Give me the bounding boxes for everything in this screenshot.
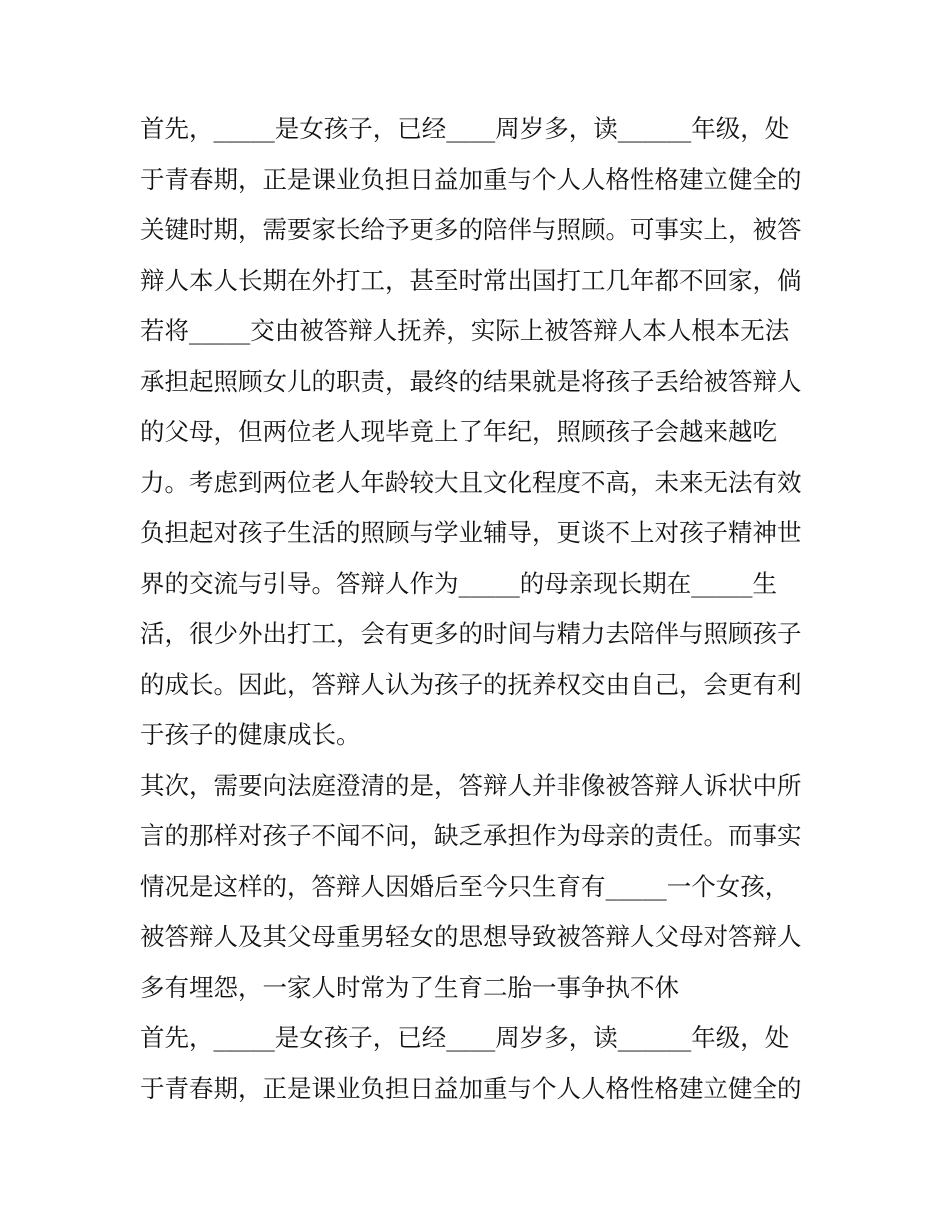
text-line-12: 的成长。因此，答辩人认为孩子的抚养权交由自己，会更有利 [140, 669, 802, 699]
text-line-2: 于青春期，正是课业负担日益加重与个人人格性格建立健全的 [140, 164, 802, 194]
text-line-19: 首先，_____是女孩子，已经____周岁多，读______年级，处 [140, 1023, 790, 1052]
text-line-4: 辩人本人长期在外打工，甚至时常出国打工几年都不回家，倘 [140, 265, 802, 295]
text-line-7: 的父母，但两位老人现毕竟上了年纪，照顾孩子会越来越吃 [140, 417, 777, 446]
text-line-14: 其次，需要向法庭澄清的是，答辩人并非像被答辩人诉状中所 [140, 770, 802, 800]
text-line-3: 关键时期，需要家长给予更多的陪伴与照顾。可事实上，被答 [140, 215, 802, 244]
text-line-15: 言的那样对孩子不闻不问，缺乏承担作为母亲的责任。而事实 [140, 821, 802, 850]
document-body [140, 104, 820, 1114]
text-line-13: 于孩子的健康成长。 [140, 720, 361, 749]
text-line-11: 活，很少外出打工，会有更多的时间与精力去陪伴与照顾孩子 [140, 619, 802, 648]
text-line-9: 负担起对孩子生活的照顾与学业辅导，更谈不上对孩子精神世 [140, 518, 802, 547]
text-line-18: 多有埋怨，一家人时常为了生育二胎一事争执不休 [140, 972, 679, 1002]
text-line-1: 首先，_____是女孩子，已经____周岁多，读______年级，处 [140, 114, 790, 143]
text-line-17: 被答辩人及其父母重男轻女的思想导致被答辩人父母对答辩人 [140, 922, 802, 951]
text-line-20: 于青春期，正是课业负担日益加重与个人人格性格建立健全的 [140, 1073, 802, 1103]
text-line-16: 情况是这样的，答辩人因婚后至今只生育有_____一个女孩， [140, 871, 790, 901]
text-line-6: 承担起照顾女儿的职责，最终的结果就是将孩子丢给被答辩人 [140, 366, 802, 396]
text-line-8: 力。考虑到两位老人年龄较大且文化程度不高，未来无法有效 [140, 467, 802, 497]
text-line-5: 若将_____交由被答辩人抚养，实际上被答辩人本人根本无法 [140, 316, 790, 345]
text-line-10: 界的交流与引导。答辩人作为_____的母亲现长期在_____生 [140, 568, 777, 598]
